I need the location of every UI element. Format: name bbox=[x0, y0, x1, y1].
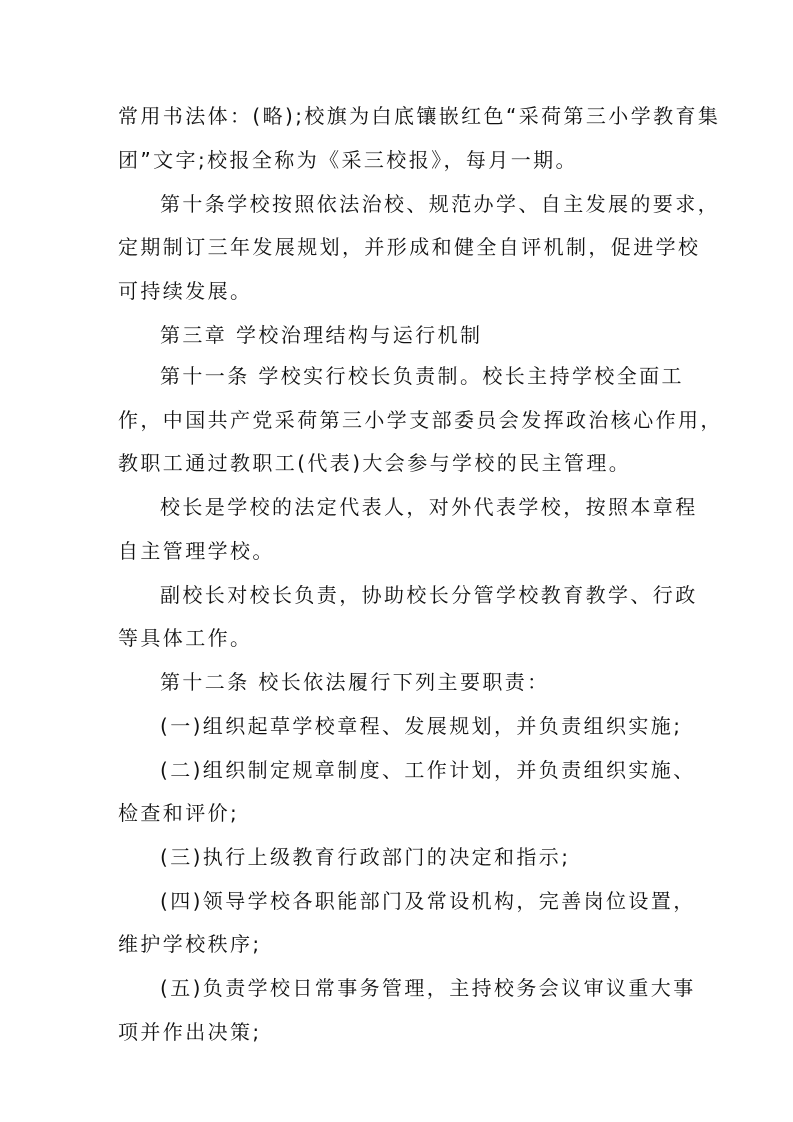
text-line: (三)执行上级教育行政部门的决定和指示; bbox=[160, 845, 571, 869]
text-line: 常用书法体：(略);校旗为白底镶嵌红色“采荷第三小学教育集 bbox=[118, 104, 721, 128]
text-line: 可持续发展。 bbox=[118, 279, 253, 303]
text-line: 自主管理学校。 bbox=[118, 539, 275, 563]
text-line: 团”文字;校报全称为《采三校报》，每月一期。 bbox=[118, 148, 578, 172]
text-line: 第十一条 学校实行校长负责制。校长主持学校全面工 bbox=[160, 364, 684, 388]
text-line: (二)组织制定规章制度、工作计划，并负责组织实施、 bbox=[160, 758, 696, 782]
chapter-heading: 第三章 学校治理结构与运行机制 bbox=[160, 323, 483, 347]
text-line: 定期制订三年发展规划，并形成和健全自评机制，促进学校 bbox=[118, 235, 701, 259]
text-line: 副校长对校长负责，协助校长分管学校教育教学、行政 bbox=[160, 583, 698, 607]
text-line: 校长是学校的法定代表人，对外代表学校，按照本章程 bbox=[160, 495, 698, 519]
text-line: (四)领导学校各职能部门及常设机构，完善岗位设置， bbox=[160, 889, 696, 913]
text-line: 项并作出决策; bbox=[118, 1020, 262, 1044]
text-line: 第十二条 校长依法履行下列主要职责： bbox=[160, 670, 550, 694]
text-line: 维护学校秩序; bbox=[118, 932, 262, 956]
text-line: (一)组织起草学校章程、发展规划，并负责组织实施; bbox=[160, 714, 683, 738]
text-line: 等具体工作。 bbox=[118, 626, 253, 650]
text-line: 作，中国共产党采荷第三小学支部委员会发挥政治核心作用， bbox=[118, 408, 723, 432]
text-line: (五)负责学校日常事务管理，主持校务会议审议重大事 bbox=[160, 976, 696, 1000]
text-line: 第十条学校按照依法治校、规范办学、自主发展的要求， bbox=[160, 192, 720, 216]
text-line: 教职工通过教职工(代表)大会参与学校的民主管理。 bbox=[118, 451, 632, 475]
text-line: 检查和评价; bbox=[118, 801, 240, 825]
